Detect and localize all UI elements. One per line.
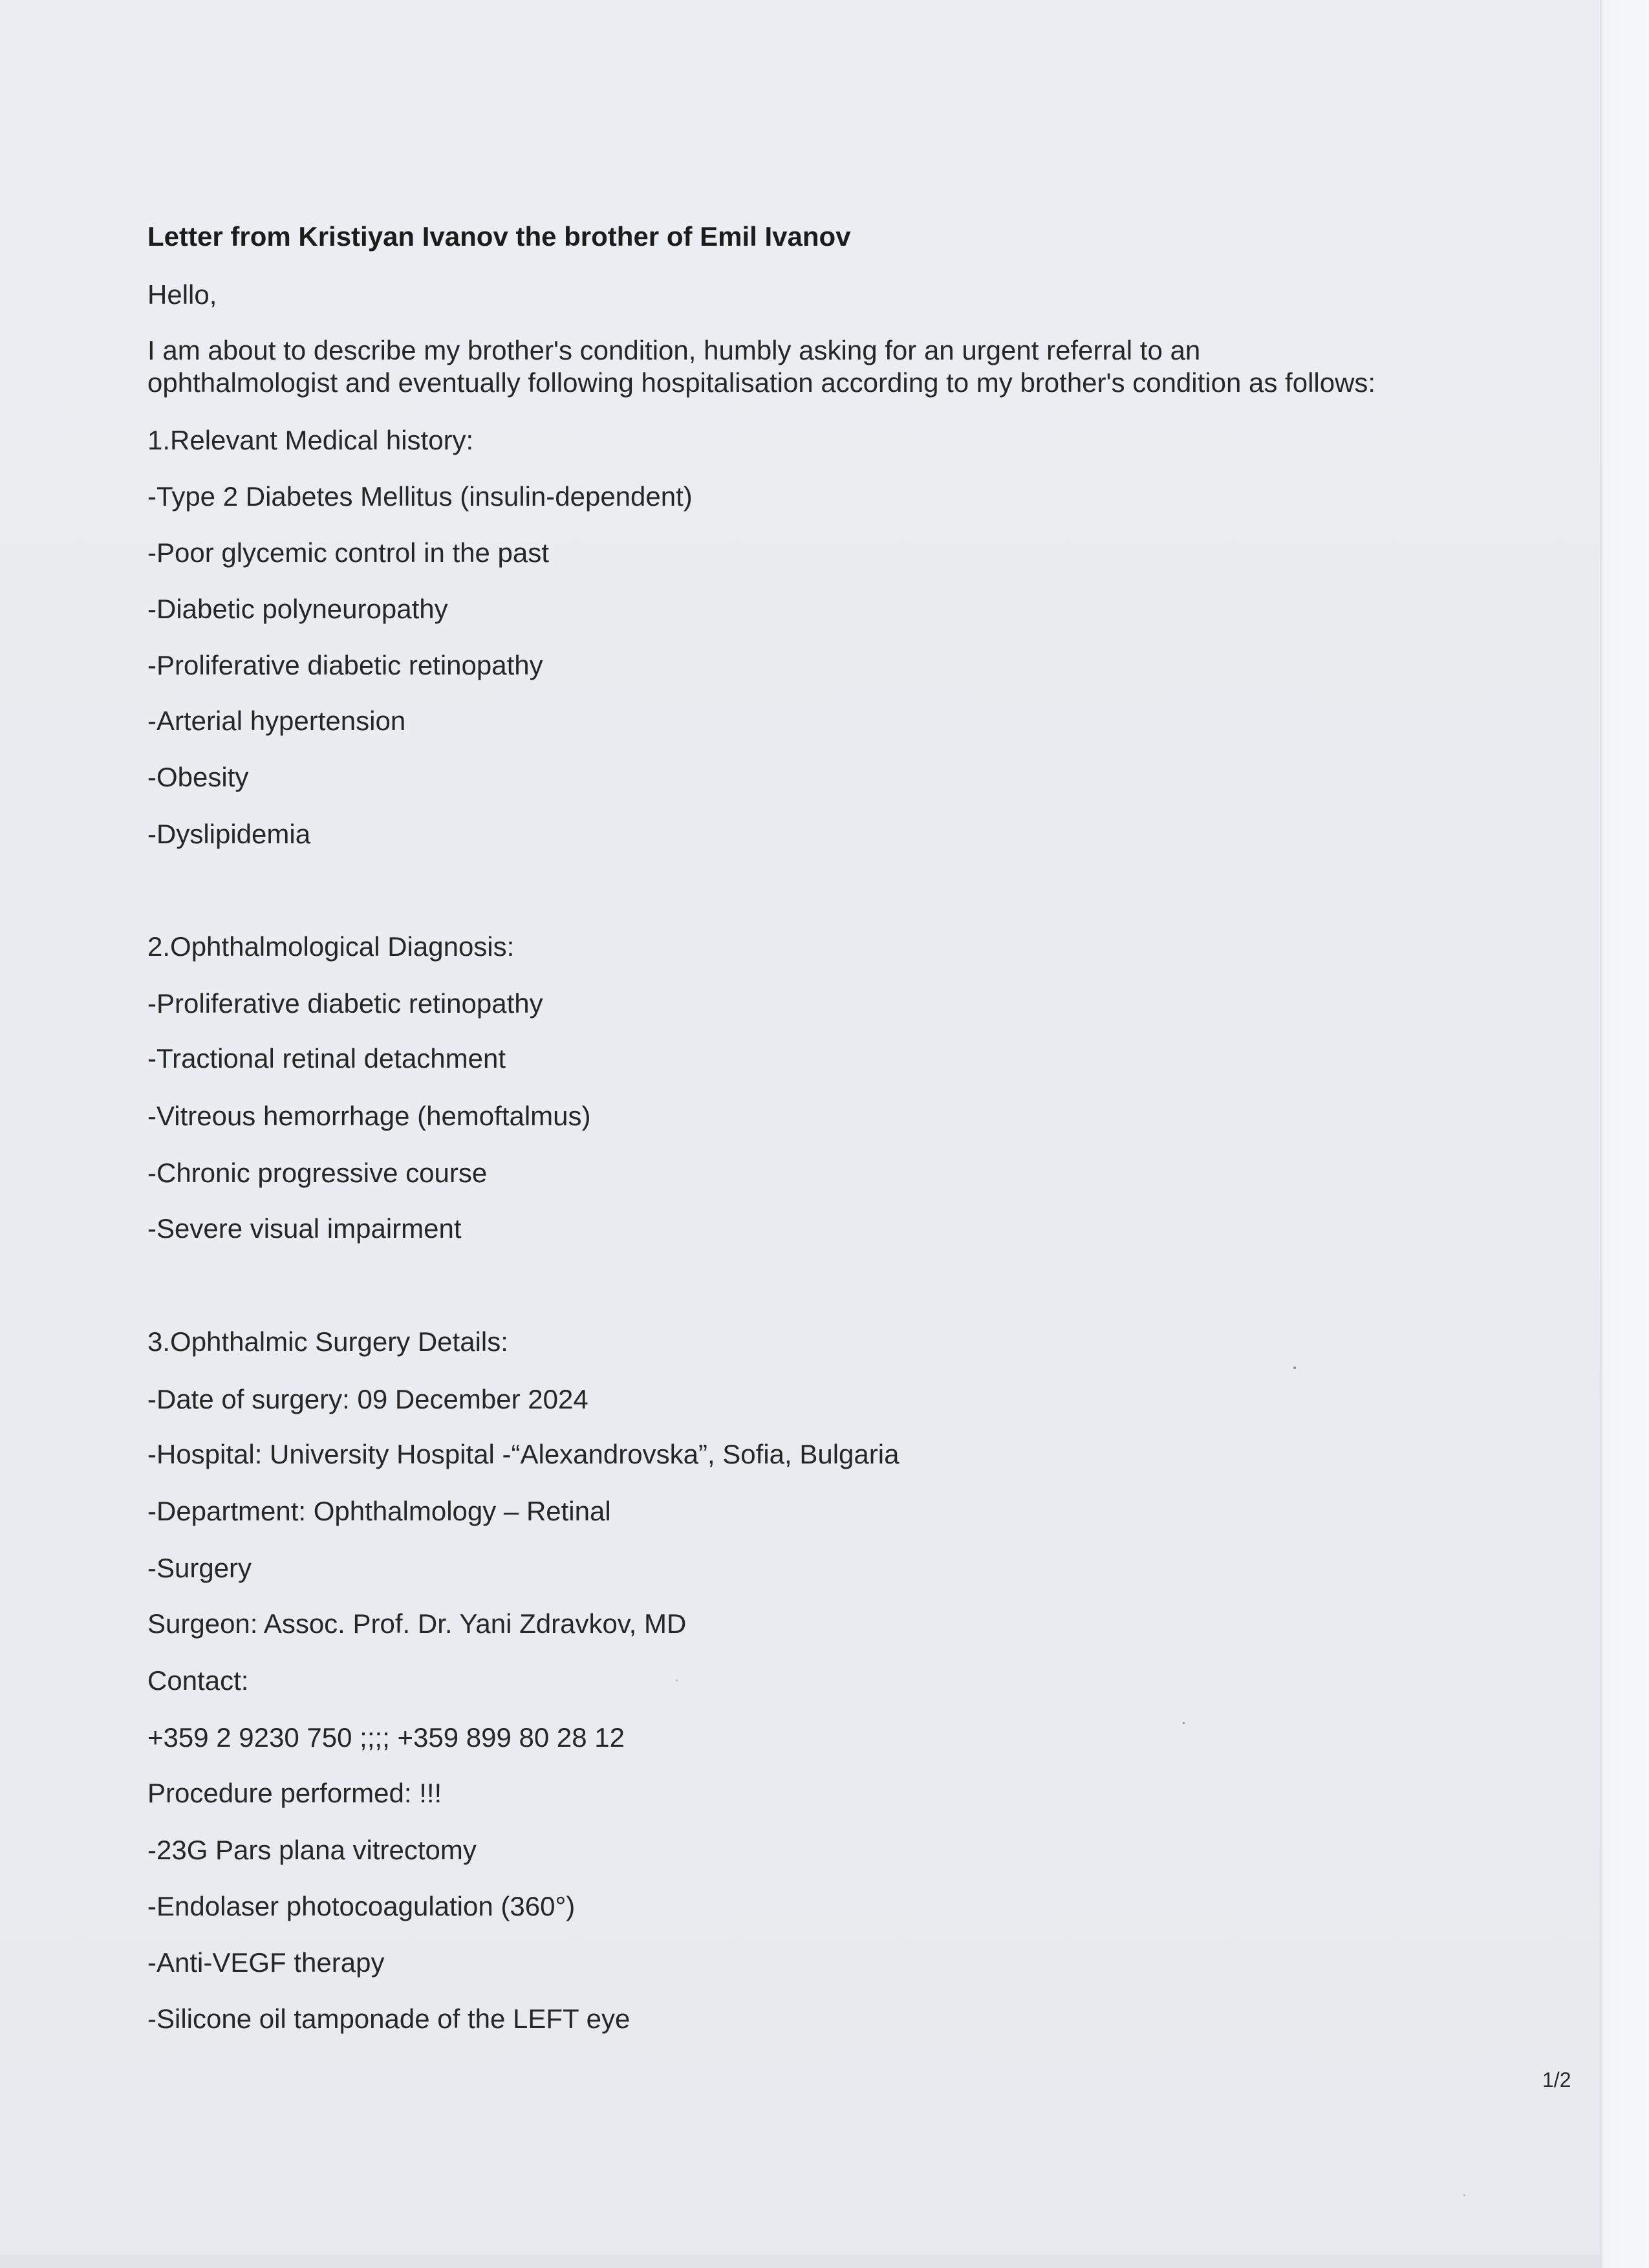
- section2-heading: 2.Ophthalmological Diagnosis:: [147, 931, 515, 962]
- contact-label: Contact:: [147, 1665, 249, 1696]
- scan-speck: [1183, 1722, 1185, 1724]
- history-item: -Dyslipidemia: [147, 819, 311, 849]
- surgery-hospital: -Hospital: University Hospital -“Alexandrovska”, Sofia, Bulgaria: [147, 1439, 900, 1469]
- intro-line-2: ophthalmologist and eventually following hospitalisation according to my brother's condition as follows:: [147, 367, 1376, 398]
- procedure-item: -Anti-VEGF therapy: [147, 1947, 385, 1978]
- surgery-date: -Date of surgery: 09 December 2024: [147, 1384, 588, 1414]
- surgeon-name: Surgeon: Assoc. Prof. Dr. Yani Zdravkov, MD: [147, 1608, 687, 1639]
- scan-speck: [1463, 2194, 1465, 2196]
- diagnosis-item: -Chronic progressive course: [147, 1158, 488, 1188]
- intro-line-1: I am about to describe my brother's condition, humbly asking for an urgent referral to an: [147, 335, 1201, 365]
- procedure-item: -Silicone oil tamponade of the LEFT eye: [147, 2003, 630, 2034]
- history-item: -Type 2 Diabetes Mellitus (insulin-dependent): [147, 481, 693, 512]
- procedure-item: -Endolaser photocoagulation (360°): [147, 1891, 576, 1921]
- diagnosis-item: -Tractional retinal detachment: [147, 1043, 506, 1074]
- history-item: -Obesity: [147, 762, 249, 792]
- history-item: -Poor glycemic control in the past: [147, 537, 549, 568]
- surgery-label: -Surgery: [147, 1553, 252, 1583]
- diagnosis-item: -Vitreous hemorrhage (hemoftalmus): [147, 1101, 591, 1131]
- scan-speck: [676, 1679, 678, 1681]
- scan-bottom-edge: [0, 2255, 1600, 2268]
- surgery-department: -Department: Ophthalmology – Retinal: [147, 1496, 611, 1526]
- diagnosis-item: -Proliferative diabetic retinopathy: [147, 988, 543, 1019]
- section1-heading: 1.Relevant Medical history:: [147, 425, 474, 455]
- history-item: -Proliferative diabetic retinopathy: [147, 650, 543, 680]
- contact-phones: +359 2 9230 750 ;;;; +359 899 80 28 12: [147, 1722, 625, 1753]
- letter-title: Letter from Kristiyan Ivanov the brother of Emil Ivanov: [147, 221, 851, 252]
- procedure-label: Procedure performed: !!!: [147, 1778, 442, 1808]
- diagnosis-item: -Severe visual impairment: [147, 1213, 462, 1244]
- scan-right-edge: [1600, 0, 1649, 2268]
- scan-speck: [1293, 1366, 1296, 1369]
- section3-heading: 3.Ophthalmic Surgery Details:: [147, 1326, 508, 1357]
- procedure-item: -23G Pars plana vitrectomy: [147, 1835, 477, 1865]
- history-item: -Arterial hypertension: [147, 706, 406, 736]
- greeting: Hello,: [147, 279, 217, 310]
- page-number: 1/2: [1542, 2068, 1571, 2091]
- history-item: -Diabetic polyneuropathy: [147, 594, 448, 624]
